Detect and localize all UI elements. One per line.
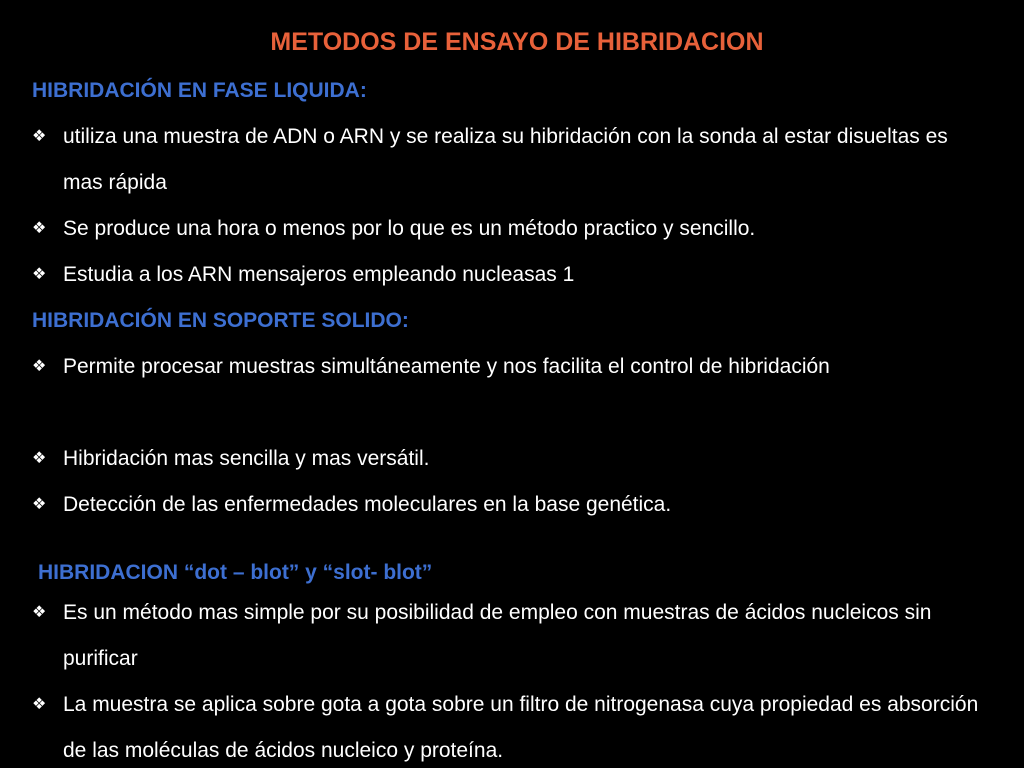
list-item-text: Detección de las enfermedades moleculares en la base genética. — [63, 493, 672, 516]
diamond-bullet-icon: ❖ — [32, 696, 47, 713]
diamond-bullet-icon: ❖ — [32, 604, 47, 621]
list-item — [32, 482, 992, 528]
diamond-bullet-icon: ❖ — [32, 358, 47, 375]
list-item-text: utiliza una muestra de ADN o ARN y se realiza su hibridación con la sonda al estar disueltas es mas rápida — [63, 125, 948, 194]
list-item — [32, 206, 992, 252]
list-item — [32, 344, 992, 390]
list-item-text: La muestra se aplica sobre gota a gota sobre un filtro de nitrogenasa cuya propiedad es absorción de las moléculas de ácidos nucleico y proteína. — [63, 693, 979, 762]
diamond-bullet-icon: ❖ — [32, 266, 47, 283]
section-heading-solid-support: HIBRIDACIÓN EN SOPORTE SOLIDO: — [32, 309, 409, 332]
list-item-text: Permite procesar muestras simultáneamente y nos facilita el control de hibridación — [63, 355, 830, 378]
list-item-text: Estudia a los ARN mensajeros empleando nucleasas 1 — [63, 263, 575, 286]
slide-title: METODOS DE ENSAYO DE HIBRIDACION — [270, 28, 764, 56]
list-item — [32, 252, 992, 298]
section-heading-liquid-phase: HIBRIDACIÓN EN FASE LIQUIDA: — [32, 79, 367, 102]
list-item — [32, 114, 992, 206]
diamond-bullet-icon: ❖ — [32, 128, 47, 145]
diamond-bullet-icon: ❖ — [32, 496, 47, 513]
diamond-bullet-icon: ❖ — [32, 220, 47, 237]
section-heading-dot-slot-blot: HIBRIDACION “dot – blot” y “slot- blot” — [38, 561, 433, 584]
list-item-text: Se produce una hora o menos por lo que es un método practico y sencillo. — [63, 217, 756, 240]
list-item — [32, 436, 992, 482]
list-item-text: Hibridación mas sencilla y mas versátil. — [63, 447, 430, 470]
list-item — [32, 590, 992, 682]
list-item — [32, 682, 992, 768]
diamond-bullet-icon: ❖ — [32, 450, 47, 467]
list-item-text: Es un método mas simple por su posibilidad de empleo con muestras de ácidos nucleicos sin purificar — [63, 601, 932, 670]
